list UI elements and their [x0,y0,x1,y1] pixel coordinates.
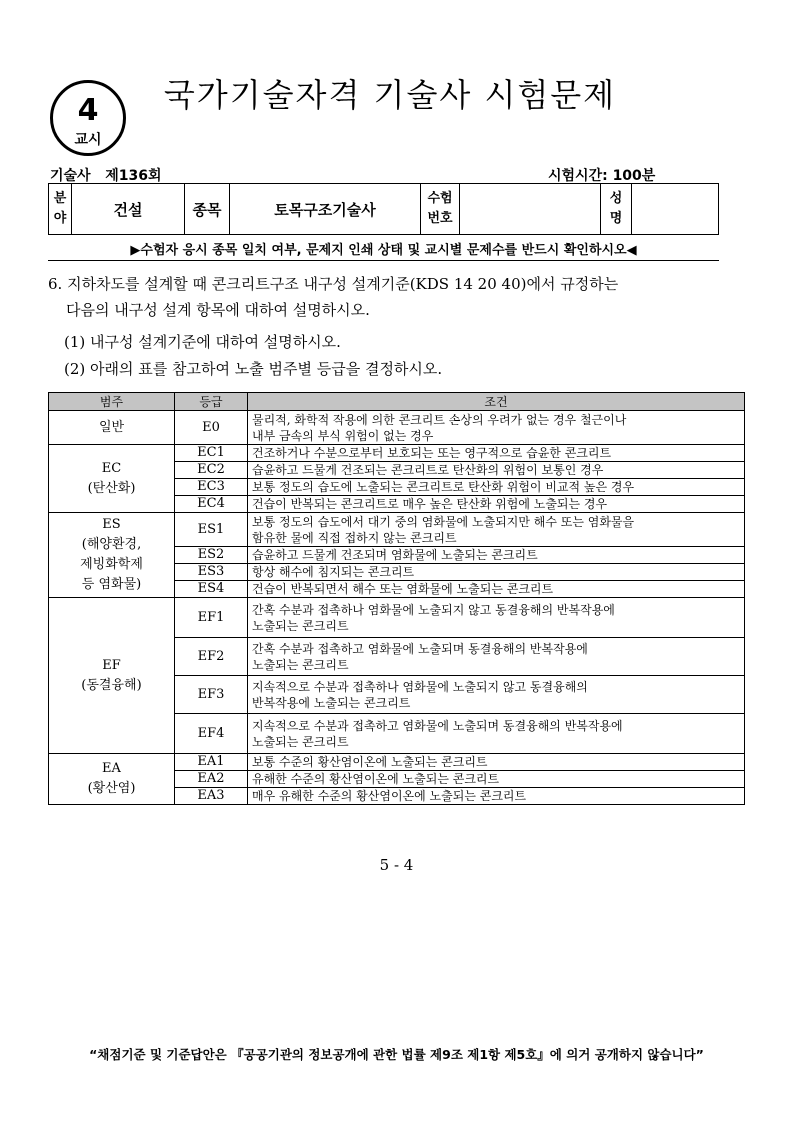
notice: ▶수험자 응시 종목 일치 여부, 문제지 인쇄 상태 및 교시별 문제수를 반드시 확인하시오◀ [48,239,719,261]
grade-cell: EC4 [175,496,248,513]
category-text: 제빙화학제 [80,557,143,572]
table-row [49,754,745,771]
condition-text: 습윤하고 드물게 건조되며 염화물에 노출되는 콘크리트 [252,548,538,562]
table-row [49,445,745,462]
condition-text: 건습이 반복되면서 해수 또는 염화물에 노출되는 콘크리트 [252,582,554,596]
table-header-row [49,393,745,411]
condition-cell [248,462,745,479]
condition-cell [248,445,745,462]
condition-text: 노출되는 콘크리트 [252,657,349,672]
grade-cell: EC1 [175,445,248,462]
condition-text: 매우 유해한 수준의 황산염이온에 노출되는 콘크리트 [252,789,527,803]
category-text: ES [102,517,121,532]
category-cell [49,598,175,754]
condition-text: 보통 수준의 황산염이온에 노출되는 콘크리트 [252,755,488,769]
category-cell [49,445,175,513]
condition-cell [248,564,745,581]
exam-info-table [48,183,719,235]
exam-no-field[interactable] [460,184,601,235]
condition-cell [248,479,745,496]
field-label-text: 분야 [53,191,67,226]
condition-text: 노출되는 콘크리트 [252,734,349,749]
question-sub-1: (1) 내구성 설계기준에 대하여 설명하시오. [64,333,341,351]
category-text: (탄산화) [87,480,136,496]
page-title: 국가기술자격 기술사 시험문제 [163,76,617,114]
grade-cell: ES4 [175,581,248,598]
condition-text: 물리적, 화학적 작용에 의한 콘크리트 손상의 우려가 없는 경우 철근이나 [252,412,627,427]
grade-cell: EF3 [175,676,248,714]
condition-text: 보통 정도의 습도에서 대기 중의 염화물에 노출되지만 해수 또는 염화물을 [252,514,635,529]
type-label: 종목 [185,184,230,235]
category-cell [49,754,175,805]
field-value: 건설 [72,184,185,235]
header-condition: 조건 [248,393,745,411]
condition-cell [248,496,745,513]
question-line-2: 다음의 내구성 설계 항목에 대하여 설명하시오. [66,301,370,319]
table-row [49,513,745,547]
condition-cell [248,638,745,676]
exam-no-label-text: 수험번호 [427,191,453,226]
category-text: (해양환경, [81,537,142,552]
exam-round: 기술사 제136회 [50,168,162,184]
grade-cell: ES3 [175,564,248,581]
period-badge [50,80,126,156]
category-text: (동결융해) [81,677,142,693]
condition-cell [248,754,745,771]
question-line-1: 6. 지하차도를 설계할 때 콘크리트구조 내구성 설계기준(KDS 14 20 40)에서 규정하는 [48,275,619,293]
condition-cell [248,411,745,445]
condition-text: 간혹 수분과 접촉하나 염화물에 노출되지 않고 동결융해의 반복작용에 [252,602,615,617]
category-text: EA [102,761,121,776]
category-text: EF [102,657,121,673]
name-label [601,184,632,235]
name-field[interactable] [632,184,719,235]
table-row [49,411,745,445]
grade-cell: ES2 [175,547,248,564]
grade-cell: EC3 [175,479,248,496]
period-label: 교시 [74,132,102,148]
condition-text: 보통 정도의 습도에 노출되는 콘크리트로 탄산화 위험이 비교적 높은 경우 [252,480,635,494]
grade-cell: EF1 [175,598,248,638]
condition-text: 건습이 반복되는 콘크리트로 매우 높은 탄산화 위험에 노출되는 경우 [252,497,608,511]
condition-text: 항상 해수에 침지되는 콘크리트 [252,565,415,579]
exam-time: 시험시간: 100분 [548,168,656,184]
condition-text: 유해한 수준의 황산염이온에 노출되는 콘크리트 [252,772,500,786]
field-label [49,184,72,235]
type-value: 토목구조기술사 [230,184,421,235]
grade-cell: EA2 [175,771,248,788]
condition-cell [248,581,745,598]
condition-cell [248,788,745,805]
condition-text: 습윤하고 드물게 건조되는 콘크리트로 탄산화의 위험이 보통인 경우 [252,463,604,477]
grade-cell: EC2 [175,462,248,479]
page-number: 5 - 4 [379,856,414,874]
exposure-class-table [48,392,745,805]
footer-notice: “채점기준 및 기준답안은 『공공기관의 정보공개에 관한 법률 제9조 제1항 제5호』에 의거 공개하지 않습니다” [89,1047,704,1062]
condition-text: 함유한 물에 직접 접하지 않는 콘크리트 [252,530,457,545]
grade-cell: EA1 [175,754,248,771]
condition-cell [248,513,745,547]
period-number: 4 [77,93,99,128]
category-text: (황산염) [87,781,136,796]
table-row [49,598,745,638]
header-grade: 등급 [175,393,248,411]
condition-cell [248,714,745,754]
grade-cell: ES1 [175,513,248,547]
condition-text: 반복작용에 노출되는 콘크리트 [252,695,411,710]
header-category: 범주 [49,393,175,411]
category-cell [49,513,175,598]
category-text: 등 염화물) [81,577,142,592]
condition-text: 건조하거나 수분으로부터 보호되는 또는 영구적으로 습윤한 콘크리트 [252,446,612,460]
grade-cell: EF2 [175,638,248,676]
condition-text: 내부 금속의 부식 위험이 없는 경우 [252,428,434,443]
question-sub-2: (2) 아래의 표를 참고하여 노출 범주별 등급을 결정하시오. [64,360,443,378]
exam-no-label [421,184,460,235]
condition-cell [248,598,745,638]
grade-cell: EA3 [175,788,248,805]
condition-text: 지속적으로 수분과 접촉하고 염화물에 노출되며 동결융해의 반복작용에 [252,718,623,733]
category-cell [49,411,175,445]
condition-cell [248,676,745,714]
grade-cell: EF4 [175,714,248,754]
condition-cell [248,771,745,788]
category-text: 일반 [98,419,125,435]
grade-cell: E0 [175,411,248,445]
condition-cell [248,547,745,564]
condition-text: 노출되는 콘크리트 [252,618,349,633]
condition-text: 간혹 수분과 접촉하고 염화물에 노출되며 동결융해의 반복작용에 [252,641,588,656]
category-text: EC [101,460,122,476]
name-label-text: 성명 [609,191,623,226]
condition-text: 지속적으로 수분과 접촉하나 염화물에 노출되지 않고 동결융해의 [252,679,588,694]
